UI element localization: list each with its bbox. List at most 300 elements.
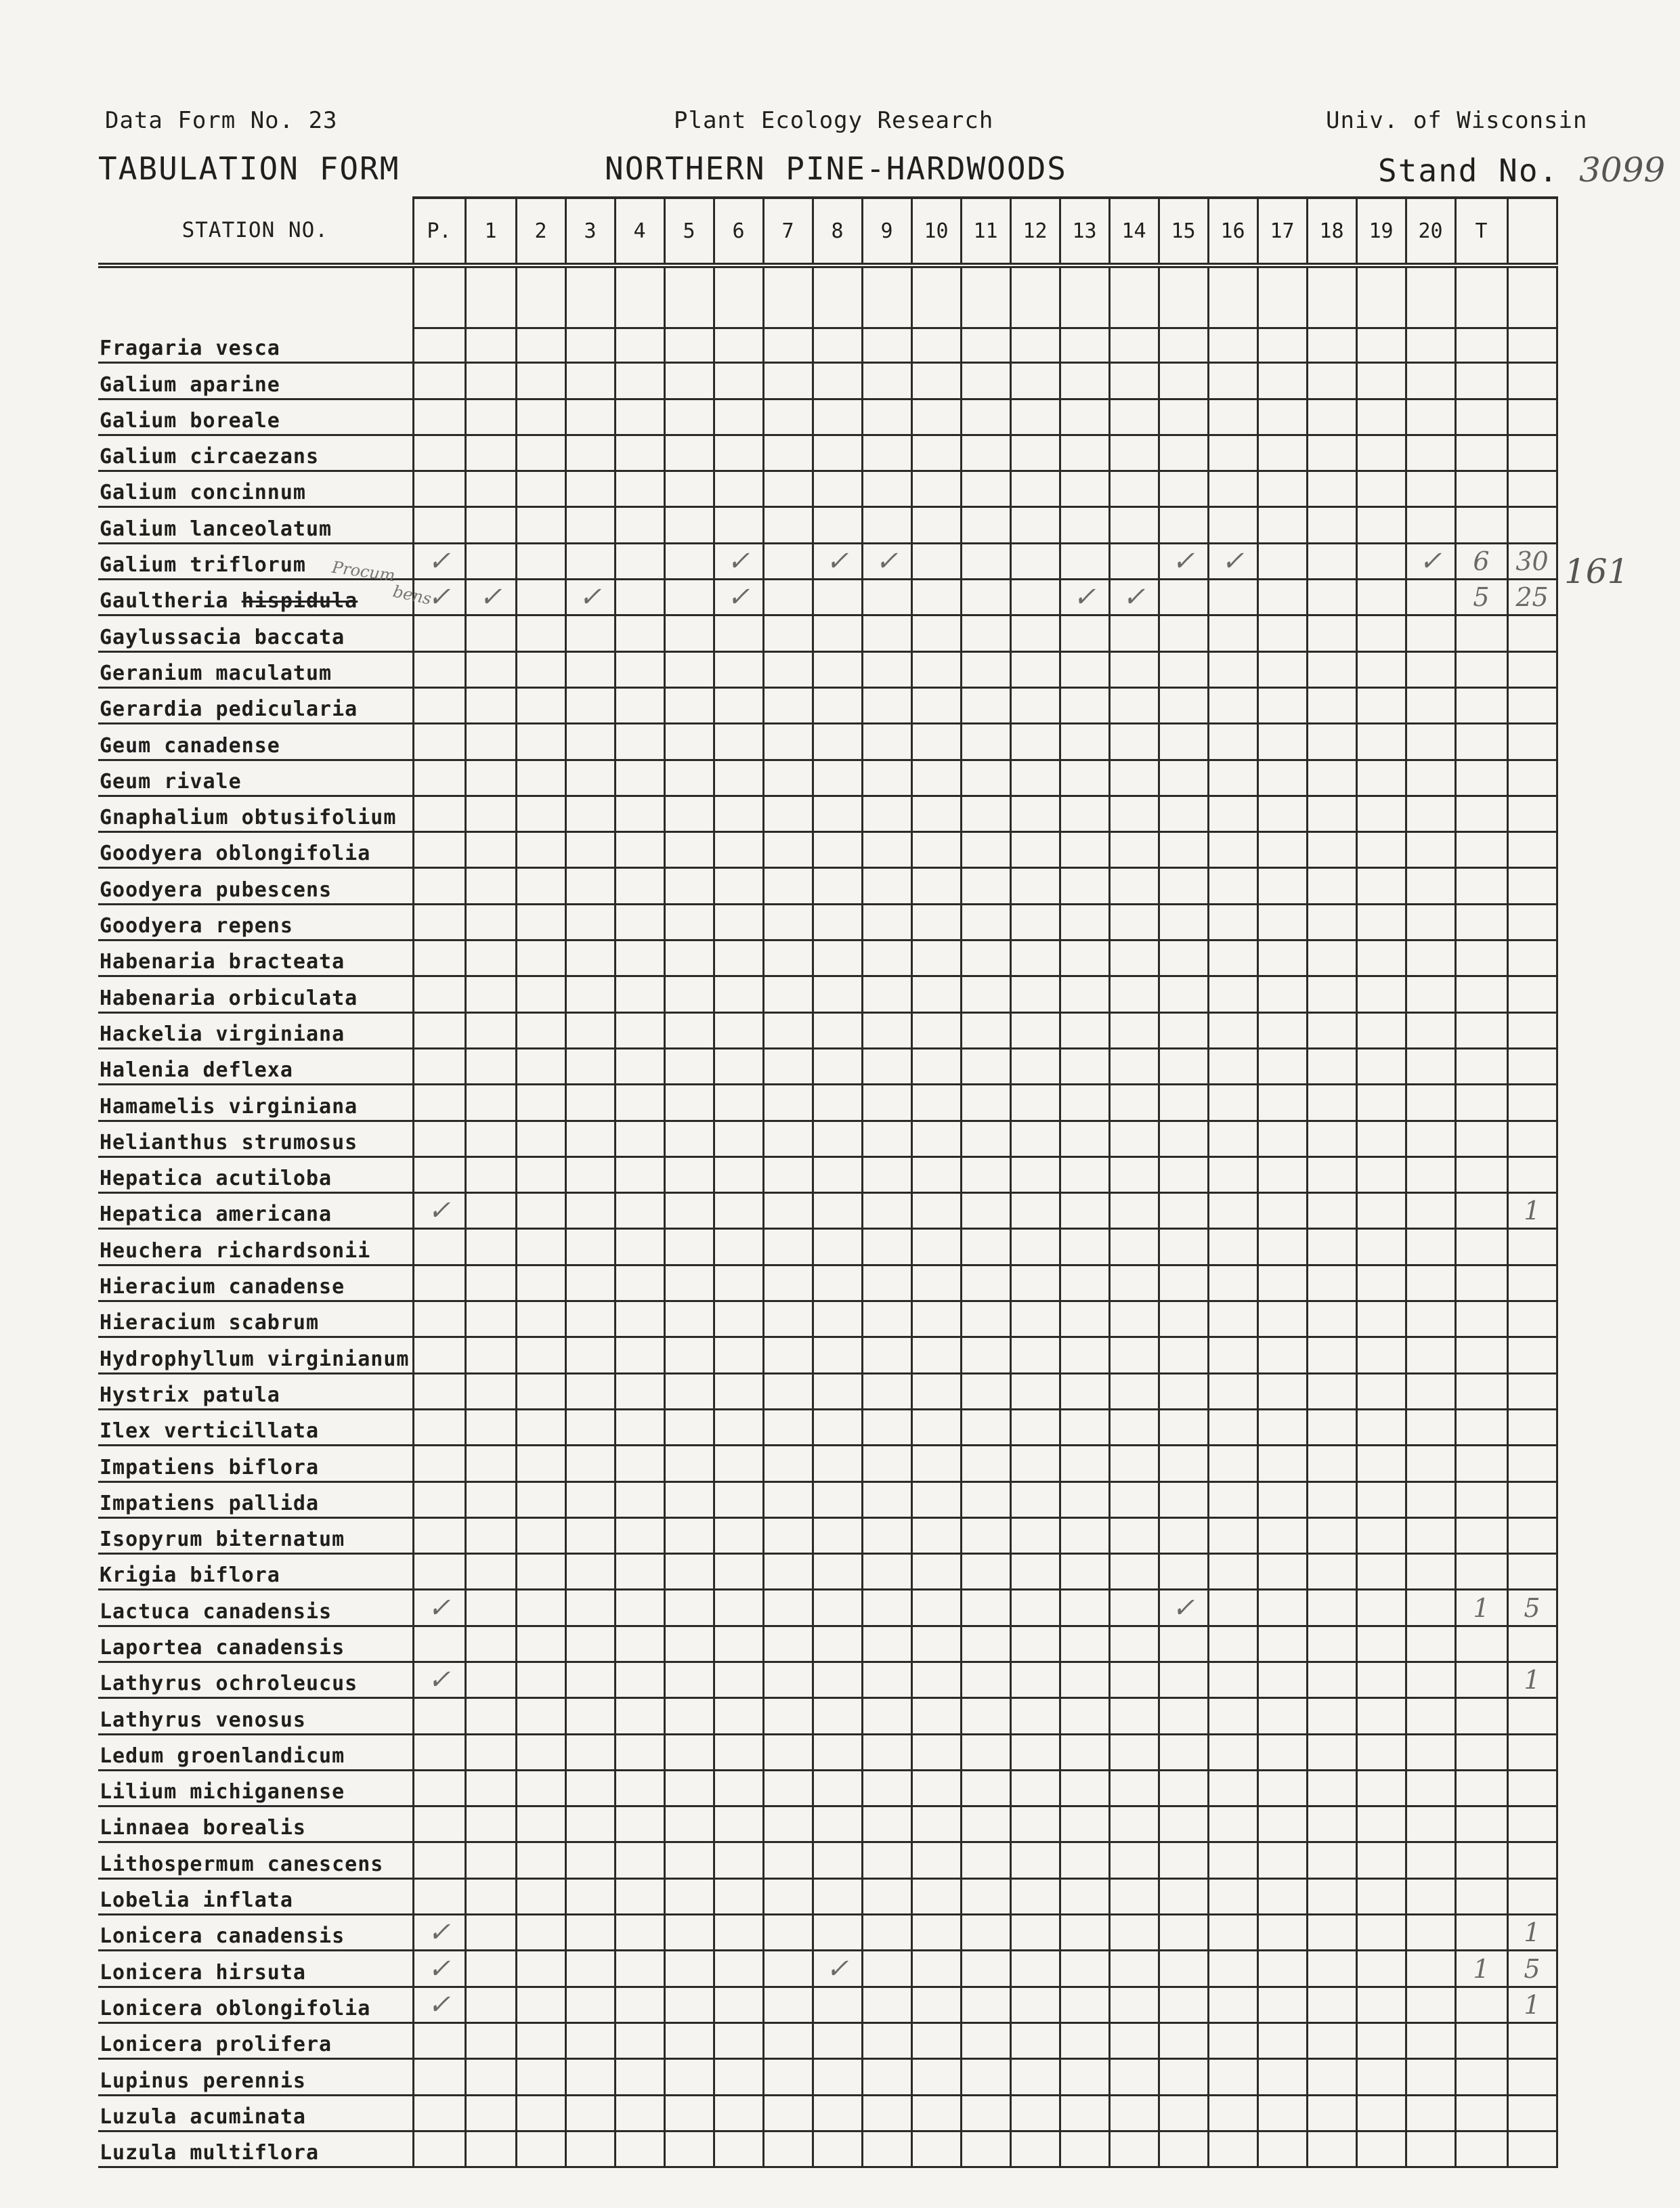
entry-cell <box>813 1446 862 1481</box>
entry-cell <box>1060 1265 1109 1301</box>
entry-cell <box>1208 1842 1257 1878</box>
entry-cell <box>516 399 565 435</box>
species-name-text: Hydrophyllum virginianum <box>100 1347 410 1371</box>
species-name <box>98 435 413 471</box>
entry-cell <box>1060 1698 1109 1734</box>
entry-cell <box>615 328 664 363</box>
entry-cell <box>714 868 763 904</box>
species-name <box>98 615 413 651</box>
entry-cell <box>615 651 664 687</box>
entry-cell <box>516 687 565 723</box>
entry-cell <box>1307 1085 1356 1121</box>
entry-cell <box>1356 1048 1406 1084</box>
species-name-text: Gnaphalium obtusifolium <box>100 806 397 830</box>
entry-cell <box>413 1337 465 1373</box>
entry-cell <box>1307 1770 1356 1806</box>
entry-cell <box>1507 1590 1557 1626</box>
entry-cell <box>1455 615 1507 651</box>
entry-cell <box>862 1156 911 1192</box>
species-name-text: Hieracium canadense <box>100 1275 345 1299</box>
species-name <box>98 1337 413 1373</box>
entry-cell <box>813 328 862 363</box>
species-name-text: Gerardia pedicularia <box>100 697 358 722</box>
entry-cell <box>1356 904 1406 940</box>
entry-cell <box>516 1012 565 1048</box>
entry-cell <box>1060 265 1109 328</box>
entry-cell <box>961 760 1010 796</box>
entry-cell <box>763 1734 813 1770</box>
entry-cell <box>862 760 911 796</box>
column-header-14: 14 <box>1109 198 1159 265</box>
entry-cell <box>1010 796 1060 831</box>
entry-cell <box>911 1951 961 1987</box>
column-header-4: 4 <box>615 198 664 265</box>
species-name-text: Ilex verticillata <box>100 1419 320 1444</box>
entry-cell <box>1406 2095 1455 2131</box>
entry-cell <box>961 1446 1010 1481</box>
species-row <box>98 1951 1557 1987</box>
column-header-9: 9 <box>862 198 911 265</box>
entry-cell <box>1257 724 1307 760</box>
entry-cell <box>516 1517 565 1553</box>
entry-cell <box>1257 1842 1307 1878</box>
entry-cell <box>413 435 465 471</box>
entry-cell <box>664 1048 714 1084</box>
entry-cell <box>714 1517 763 1553</box>
entry-cell <box>413 940 465 976</box>
entry-cell <box>862 2059 911 2095</box>
species-name <box>98 471 413 507</box>
entry-cell <box>911 1446 961 1481</box>
entry-cell <box>1307 435 1356 471</box>
entry-cell <box>1356 2022 1406 2058</box>
entry-cell <box>1257 1446 1307 1481</box>
entry-cell <box>1010 1734 1060 1770</box>
entry-cell <box>813 976 862 1012</box>
entry-cell <box>1010 543 1060 579</box>
entry-cell <box>1356 1409 1406 1445</box>
entry-cell <box>565 328 615 363</box>
entry-cell <box>465 435 516 471</box>
entry-cell <box>1257 265 1307 328</box>
species-name-text: Gaylussacia baccata <box>100 625 345 649</box>
entry-cell <box>664 363 714 399</box>
stand-number-label: Stand No. <box>1378 152 1559 189</box>
entry-cell <box>763 2059 813 2095</box>
entry-cell <box>1356 328 1406 363</box>
entry-cell <box>565 580 615 615</box>
entry-cell <box>615 1301 664 1337</box>
species-name-text <box>100 589 358 613</box>
entry-cell <box>413 507 465 543</box>
entry-cell <box>465 651 516 687</box>
entry-cell <box>664 1265 714 1301</box>
entry-cell <box>1257 1951 1307 1987</box>
entry-cell <box>413 1048 465 1084</box>
entry-cell <box>465 1806 516 1842</box>
entry-cell <box>664 1517 714 1553</box>
column-header-p: P. <box>413 198 465 265</box>
entry-cell <box>1307 1878 1356 1914</box>
entry-cell <box>1208 435 1257 471</box>
entry-cell <box>911 543 961 579</box>
entry-cell <box>714 2095 763 2131</box>
entry-cell <box>1159 1842 1208 1878</box>
entry-cell <box>763 1517 813 1553</box>
entry-cell <box>1010 1301 1060 1337</box>
entry-cell <box>1507 1842 1557 1878</box>
entry-cell <box>1507 1481 1557 1517</box>
entry-cell <box>1307 976 1356 1012</box>
entry-cell <box>1208 1590 1257 1626</box>
species-row <box>98 1121 1557 1156</box>
entry-cell <box>516 904 565 940</box>
entry-cell <box>1507 507 1557 543</box>
species-name <box>98 1662 413 1697</box>
species-name <box>98 1373 413 1409</box>
entry-cell <box>911 399 961 435</box>
entry-cell <box>763 796 813 831</box>
entry-cell <box>664 1698 714 1734</box>
species-name <box>98 1770 413 1806</box>
entry-cell <box>862 1770 911 1806</box>
entry-cell <box>1159 1373 1208 1409</box>
entry-cell <box>1356 1517 1406 1553</box>
entry-cell <box>813 1734 862 1770</box>
species-row <box>98 904 1557 940</box>
entry-cell <box>1159 940 1208 976</box>
entry-cell <box>1507 1121 1557 1156</box>
entry-cell <box>862 1085 911 1121</box>
entry-cell <box>1010 1481 1060 1517</box>
entry-cell <box>1060 1842 1109 1878</box>
entry-cell <box>763 1085 813 1121</box>
entry-cell <box>1507 435 1557 471</box>
entry-cell <box>1060 328 1109 363</box>
entry-cell <box>1307 471 1356 507</box>
entry-cell <box>565 1987 615 2022</box>
entry-cell <box>1406 1987 1455 2022</box>
entry-cell <box>413 1770 465 1806</box>
column-header-t: T <box>1455 198 1507 265</box>
entry-cell <box>1257 580 1307 615</box>
check-mark: ✓ <box>1221 545 1245 577</box>
entry-cell <box>516 2022 565 2058</box>
species-row <box>98 1012 1557 1048</box>
entry-cell <box>911 1517 961 1553</box>
species-row <box>98 1337 1557 1373</box>
entry-cell <box>664 1121 714 1156</box>
species-name <box>98 2131 413 2167</box>
entry-cell <box>911 615 961 651</box>
crossed-out-epithet: hispidula <box>241 589 358 613</box>
entry-cell <box>1507 471 1557 507</box>
entry-cell <box>465 760 516 796</box>
university-name: Univ. of Wisconsin <box>1326 107 1588 134</box>
entry-cell <box>565 1951 615 1987</box>
entry-cell <box>565 1265 615 1301</box>
entry-cell <box>1010 1121 1060 1156</box>
tally-number: 5 <box>1473 582 1490 613</box>
entry-cell <box>664 976 714 1012</box>
entry-cell <box>1257 1048 1307 1084</box>
entry-cell <box>1208 2095 1257 2131</box>
entry-cell <box>413 1373 465 1409</box>
entry-cell <box>465 1085 516 1121</box>
entry-cell <box>714 1590 763 1626</box>
entry-cell <box>1455 328 1507 363</box>
entry-cell <box>1257 904 1307 940</box>
entry-cell <box>615 1229 664 1265</box>
entry-cell <box>714 1806 763 1842</box>
entry-cell <box>1010 363 1060 399</box>
entry-cell <box>714 724 763 760</box>
entry-cell <box>1109 2131 1159 2167</box>
entry-cell <box>516 1770 565 1806</box>
entry-cell <box>664 1156 714 1192</box>
entry-cell <box>516 1048 565 1084</box>
entry-cell <box>862 832 911 868</box>
column-header-10: 10 <box>911 198 961 265</box>
entry-cell <box>1257 543 1307 579</box>
entry-cell <box>516 724 565 760</box>
entry-cell <box>763 399 813 435</box>
entry-cell <box>465 1878 516 1914</box>
entry-cell <box>1406 1301 1455 1337</box>
entry-cell <box>911 435 961 471</box>
species-name <box>98 1085 413 1121</box>
entry-cell <box>465 2059 516 2095</box>
species-name-text: Helianthus strumosus <box>100 1130 358 1154</box>
species-name-text: Hepatica americana <box>100 1203 332 1227</box>
entry-cell <box>1060 1012 1109 1048</box>
entry-cell <box>911 1590 961 1626</box>
entry-cell <box>615 904 664 940</box>
entry-cell <box>961 724 1010 760</box>
entry-cell <box>1455 580 1507 615</box>
entry-cell <box>1307 1301 1356 1337</box>
entry-cell <box>565 265 615 328</box>
entry-cell <box>1455 435 1507 471</box>
entry-cell <box>465 2131 516 2167</box>
entry-cell <box>1109 1517 1159 1553</box>
entry-cell <box>763 1301 813 1337</box>
entry-cell <box>413 2095 465 2131</box>
entry-cell <box>1060 1734 1109 1770</box>
entry-cell <box>465 1048 516 1084</box>
entry-cell <box>1208 760 1257 796</box>
entry-cell <box>763 1698 813 1734</box>
entry-cell <box>1356 1446 1406 1481</box>
entry-cell <box>862 1698 911 1734</box>
species-row <box>98 2059 1557 2095</box>
entry-cell <box>813 1193 862 1229</box>
entry-cell <box>516 796 565 831</box>
entry-cell <box>1060 1481 1109 1517</box>
entry-cell <box>1208 507 1257 543</box>
entry-cell <box>763 265 813 328</box>
entry-cell <box>1406 1229 1455 1265</box>
entry-cell <box>1060 1229 1109 1265</box>
entry-cell <box>1455 2059 1507 2095</box>
entry-cell <box>862 1229 911 1265</box>
entry-cell <box>1455 1698 1507 1734</box>
entry-cell <box>664 1085 714 1121</box>
entry-cell <box>911 724 961 760</box>
entry-cell <box>1406 940 1455 976</box>
entry-cell <box>1507 1409 1557 1445</box>
entry-cell <box>1208 1265 1257 1301</box>
entry-cell <box>714 1409 763 1445</box>
entry-cell <box>1109 1446 1159 1481</box>
entry-cell <box>1159 1554 1208 1590</box>
entry-cell <box>714 1878 763 1914</box>
entry-cell <box>1257 615 1307 651</box>
entry-cell <box>1010 2022 1060 2058</box>
entry-cell <box>813 651 862 687</box>
entry-cell <box>714 1626 763 1662</box>
entry-cell <box>862 265 911 328</box>
entry-cell <box>1507 265 1557 328</box>
entry-cell <box>1060 1446 1109 1481</box>
entry-cell <box>961 507 1010 543</box>
species-name <box>98 1951 413 1987</box>
entry-cell <box>911 687 961 723</box>
stand-number-value: 3099 <box>1578 150 1666 190</box>
entry-cell <box>413 615 465 651</box>
entry-cell <box>714 1734 763 1770</box>
check-mark: ✓ <box>1073 582 1096 613</box>
entry-cell <box>1159 1915 1208 1951</box>
species-name <box>98 1156 413 1192</box>
entry-cell <box>1010 1626 1060 1662</box>
entry-cell <box>1307 1337 1356 1373</box>
entry-cell <box>714 615 763 651</box>
entry-cell <box>1060 760 1109 796</box>
entry-cell <box>664 1481 714 1517</box>
entry-cell <box>911 1156 961 1192</box>
entry-cell <box>1507 1915 1557 1951</box>
entry-cell <box>1307 2131 1356 2167</box>
header-row <box>98 198 1557 265</box>
entry-cell <box>1307 1626 1356 1662</box>
entry-cell <box>1455 760 1507 796</box>
entry-cell <box>1208 1517 1257 1553</box>
entry-cell <box>1060 580 1109 615</box>
entry-cell <box>465 1554 516 1590</box>
species-row <box>98 1229 1557 1265</box>
entry-cell <box>1109 1409 1159 1445</box>
column-header-7: 7 <box>763 198 813 265</box>
entry-cell <box>1060 868 1109 904</box>
entry-cell <box>1010 651 1060 687</box>
entry-cell <box>565 1048 615 1084</box>
entry-cell <box>516 1698 565 1734</box>
entry-cell <box>1208 615 1257 651</box>
species-row <box>98 2022 1557 2058</box>
entry-cell <box>413 1806 465 1842</box>
entry-cell <box>763 1048 813 1084</box>
species-name-text: Galium triflorum <box>100 553 306 578</box>
entry-cell <box>1109 1156 1159 1192</box>
species-name-text: Habenaria orbiculata <box>100 986 358 1010</box>
entry-cell <box>813 265 862 328</box>
entry-cell <box>1159 1734 1208 1770</box>
entry-cell <box>664 399 714 435</box>
entry-cell <box>813 1156 862 1192</box>
entry-cell <box>1010 1446 1060 1481</box>
entry-cell <box>813 796 862 831</box>
entry-cell <box>1356 1770 1406 1806</box>
entry-cell <box>961 1770 1010 1806</box>
entry-cell <box>664 1409 714 1445</box>
species-name-text: Geranium maculatum <box>100 661 332 685</box>
entry-cell <box>813 1662 862 1697</box>
entry-cell <box>862 363 911 399</box>
entry-cell <box>813 1698 862 1734</box>
entry-cell <box>1257 1554 1307 1590</box>
entry-cell <box>1159 1987 1208 2022</box>
entry-cell <box>1109 832 1159 868</box>
species-name-text: Laportea canadensis <box>100 1635 345 1660</box>
entry-cell <box>465 580 516 615</box>
entry-cell <box>1406 265 1455 328</box>
entry-cell <box>1257 1987 1307 2022</box>
entry-cell <box>1356 651 1406 687</box>
entry-cell <box>1507 2022 1557 2058</box>
species-name <box>98 904 413 940</box>
entry-cell <box>714 1301 763 1337</box>
entry-cell <box>465 1229 516 1265</box>
entry-cell <box>1406 1626 1455 1662</box>
entry-cell <box>911 976 961 1012</box>
entry-cell <box>516 651 565 687</box>
entry-cell <box>1307 507 1356 543</box>
entry-cell <box>1406 1193 1455 1229</box>
species-name-text: Lobelia inflata <box>100 1888 293 1913</box>
entry-cell <box>664 1806 714 1842</box>
entry-cell <box>1159 507 1208 543</box>
entry-cell <box>465 1626 516 1662</box>
entry-cell <box>1507 1446 1557 1481</box>
entry-cell <box>813 1265 862 1301</box>
entry-cell <box>1010 1156 1060 1192</box>
entry-cell <box>1257 1626 1307 1662</box>
entry-cell <box>1010 1878 1060 1914</box>
entry-cell <box>413 1951 465 1987</box>
entry-cell <box>664 1193 714 1229</box>
entry-cell <box>1406 1878 1455 1914</box>
entry-cell <box>1507 1012 1557 1048</box>
entry-cell <box>1208 1878 1257 1914</box>
entry-cell <box>1307 724 1356 760</box>
entry-cell <box>1208 1481 1257 1517</box>
entry-cell <box>1159 724 1208 760</box>
entry-cell <box>1208 1951 1257 1987</box>
check-mark: ✓ <box>427 1592 451 1624</box>
species-name <box>98 1012 413 1048</box>
entry-cell <box>1507 1517 1557 1553</box>
entry-cell <box>862 724 911 760</box>
entry-cell <box>664 904 714 940</box>
species-row <box>98 1770 1557 1806</box>
entry-cell <box>763 1915 813 1951</box>
species-name <box>98 1878 413 1914</box>
correction-note-line-2: bens <box>391 582 433 609</box>
entry-cell <box>1356 2131 1406 2167</box>
entry-cell <box>1307 832 1356 868</box>
entry-cell <box>565 1446 615 1481</box>
